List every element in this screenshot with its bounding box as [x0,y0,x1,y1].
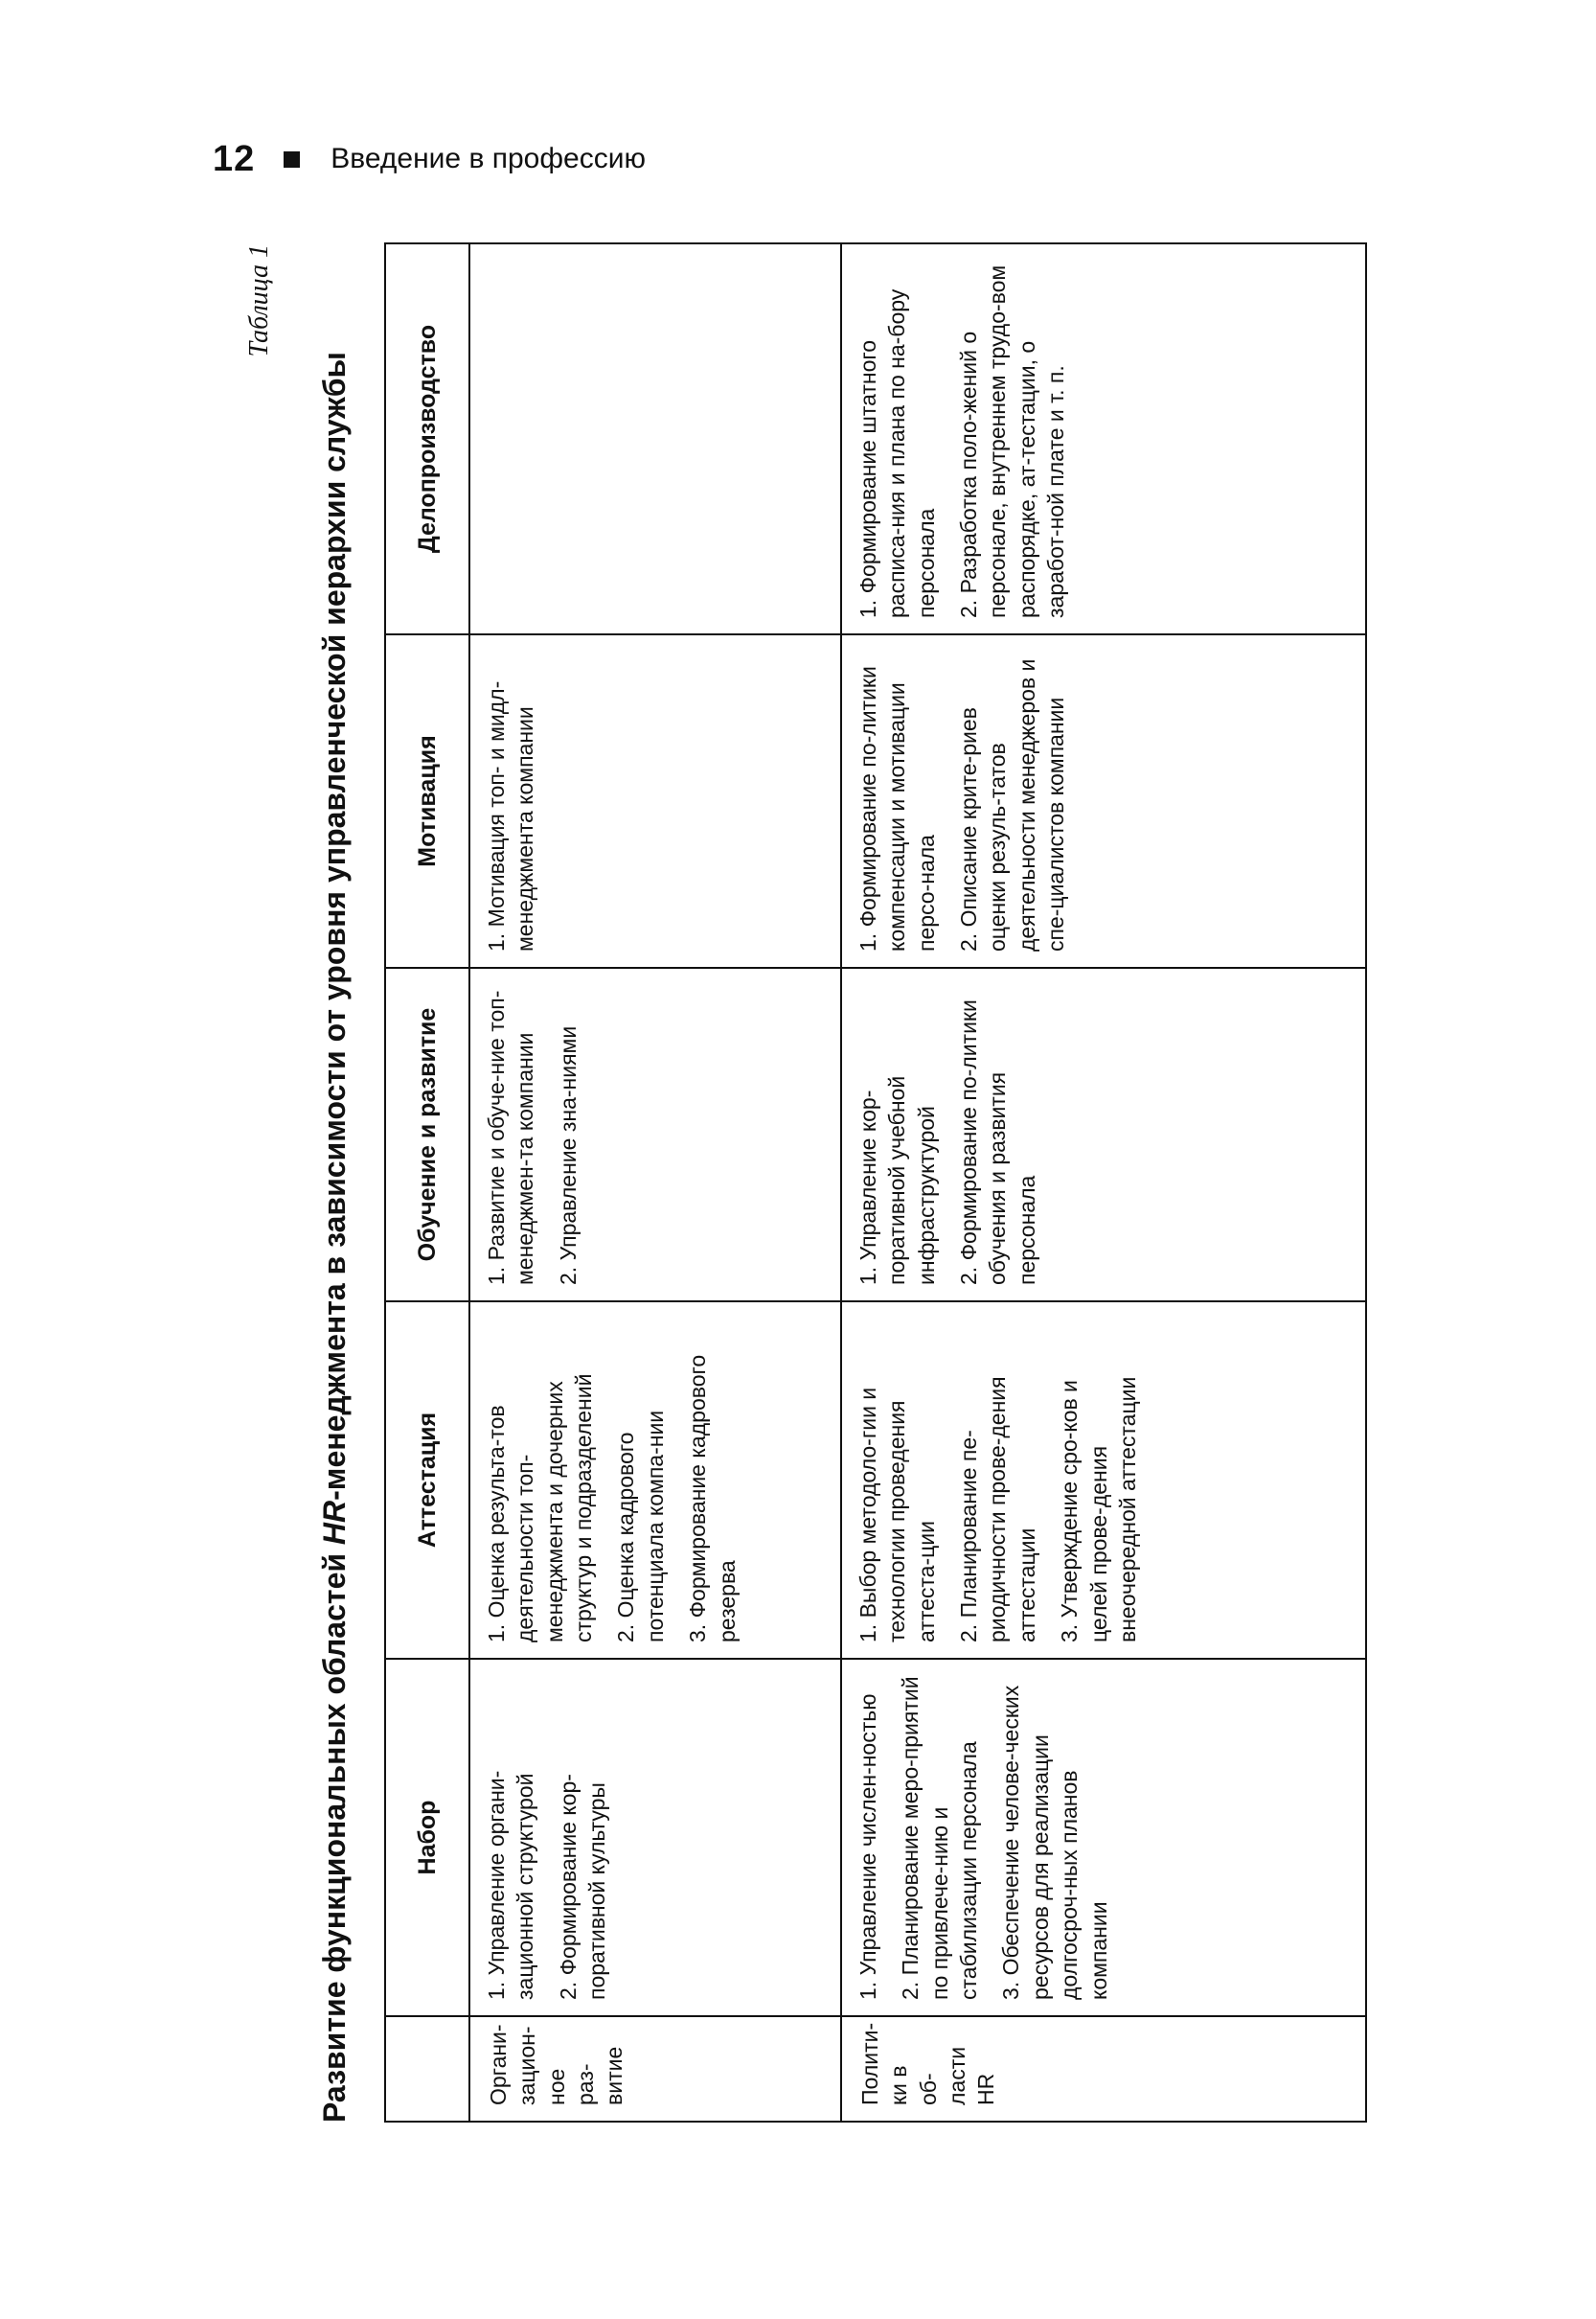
table-row [469,243,841,2122]
square-bullet-icon [284,151,300,168]
cell-item: 2. Оценка кадрового потенциала компа-нии [613,1410,668,1642]
running-header [213,132,646,186]
table-cell [841,968,1366,1301]
column-header: Обучение и развитие [385,968,469,1301]
cell-item: 1. Формирование штатного расписа-ния и плана по на-бору персонала [855,288,939,618]
row-label: Органи-зацион-ное раз-витие [469,2016,841,2122]
table-title-em: HR [317,1500,352,1546]
cell-item: 1. Мотивация топ- и мидл-менеджмента компании [484,680,538,952]
cell-item: 1. Формирование по-литики компенсации и мотивации персо-нала [855,666,939,952]
table-cell [841,243,1366,634]
cell-item: 2. Описание крите-риев оценки резуль-татов деятельности менеджеров и спе-циалистов компании [956,658,1069,952]
table-cell [469,634,841,968]
cell-item: 2. Формирование кор-поративной культуры [555,1774,610,2000]
cell-item: 1. Управление кор-поративной учебной инфраструктурой [855,1075,939,1285]
table-title [309,244,359,2123]
cell-item: 1. Управление органи-зационной структурой [484,1770,538,2000]
column-header [385,2016,469,2122]
cell-item: 2. Управление зна-ниями [555,1025,581,1285]
table-label: Таблица 1 [244,244,274,357]
table-cell [841,634,1366,968]
page-number: 12 [213,138,256,179]
cell-item: 3. Формирование кадрового резерва [685,1354,740,1642]
cell-item: 1. Развитие и обуче-ние топ- менеджмен-та компании [484,990,538,1285]
table-cell-empty [469,243,841,634]
column-header: Набор [385,1659,469,2016]
column-header: Делопроизводство [385,243,469,634]
rotated-table-block [244,244,1308,2123]
table-title-part1: Развитие функциональных областей [317,1545,352,2123]
column-header: Аттестация [385,1301,469,1659]
table-cell [841,1659,1366,2016]
column-header: Мотивация [385,634,469,968]
table-cell [841,1301,1366,1659]
table-header-row [385,243,469,2122]
table-cell [469,968,841,1301]
caption-row [244,244,309,2123]
cell-item: 2. Разработка поло-жений о персонале, внутреннем трудо-вом распорядке, ат-тестации, о заработ-ной плате и т. п. [956,264,1069,618]
table-title-part2: -менеджмента в зависимости от уровня управленческой иерархии службы [317,352,352,1501]
cell-item: 3. Утверждение сро-ков и целей прове-дения внеочередной аттестации [1057,1376,1140,1642]
cell-item: 2. Формирование по-литики обучения и развития персонала [956,999,1039,1285]
row-label: Полити-ки в об-ласти HR [841,2016,1366,2122]
cell-item: 1. Выбор методоло-гии и технологии проведения аттеста-ции [855,1387,939,1642]
table-row [841,243,1366,2122]
table-cell [469,1659,841,2016]
cell-item: 1. Оценка результа-тов деятельности топ-менеджмента и дочерних структур и подразделений [484,1373,597,1642]
cell-item: 2. Планирование меро-приятий по привлече-нию и стабилизации персонала [898,1676,982,2000]
hr-functions-table [384,242,1367,2123]
cell-item: 3. Обеспечение челове-ческих ресурсов для реализации долгосроч-ных планов компании [998,1685,1111,2000]
table-cell [469,1301,841,1659]
cell-item: 2. Планирование пе-риодичности прове-дения аттестации [956,1376,1039,1642]
cell-item: 1. Управление числен-ностью [855,1693,880,2000]
section-title: Введение в профессию [331,143,646,174]
